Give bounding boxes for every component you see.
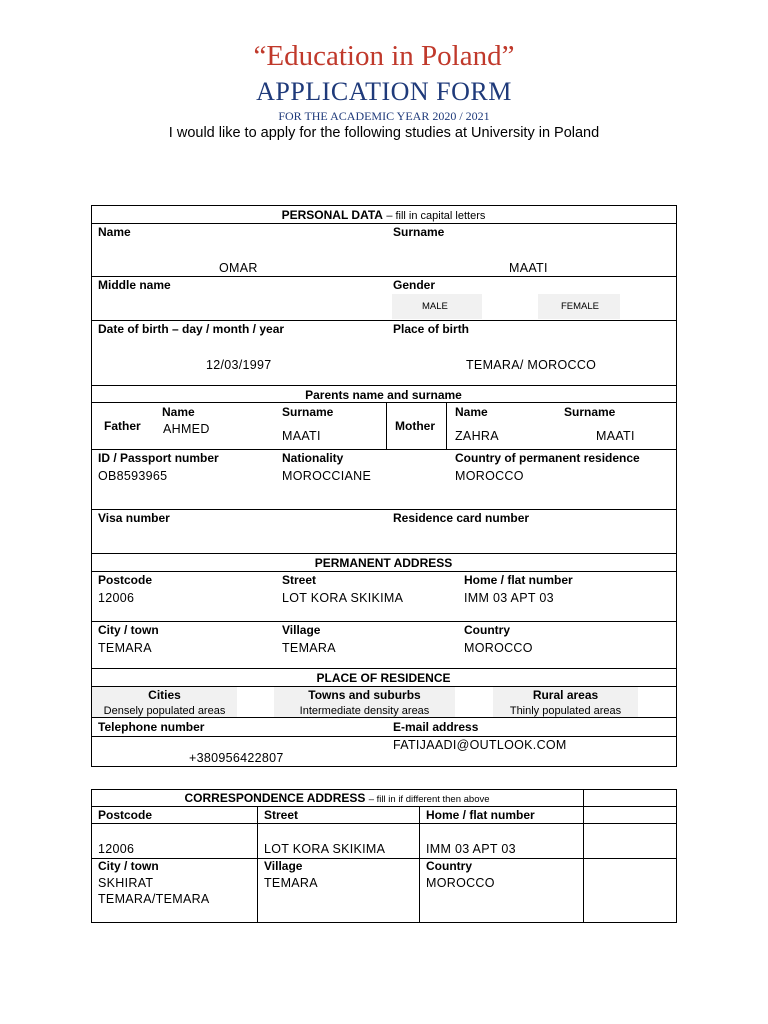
correspondence-title: CORRESPONDENCE ADDRESS – fill in if different then above <box>184 791 490 805</box>
perm-postcode-field[interactable]: 12006 <box>98 591 135 605</box>
corr-postcode-field[interactable]: 12006 <box>98 842 135 856</box>
nationality-label: Nationality <box>282 451 344 465</box>
name-label: Name <box>98 225 131 239</box>
gender-label: Gender <box>393 278 436 292</box>
corr-street-label: Street <box>264 808 299 822</box>
dob-field[interactable]: 12/03/1997 <box>206 358 272 372</box>
corr-postcode-label: Postcode <box>98 808 153 822</box>
email-label: E-mail address <box>393 720 479 734</box>
rural-option-note: Thinly populated areas <box>509 705 622 717</box>
personal-data-title: PERSONAL DATA – fill in capital letters <box>281 208 486 222</box>
perm-city-field[interactable]: TEMARA <box>98 641 152 655</box>
gender-female-option[interactable]: FEMALE <box>561 301 600 312</box>
name-field[interactable]: OMAR <box>219 261 258 275</box>
place-of-residence-title: PLACE OF RESIDENCE <box>316 671 451 685</box>
perm-village-field[interactable]: TEMARA <box>282 641 336 655</box>
mother-name-label: Name <box>455 405 488 419</box>
dob-label: Date of birth – day / month / year <box>98 322 285 336</box>
document-title: “Education in Poland” <box>253 40 515 72</box>
residence-country-field[interactable]: MOROCCO <box>455 469 524 483</box>
pob-label: Place of birth <box>393 322 470 336</box>
academic-year: FOR THE ACADEMIC YEAR 2020 / 2021 <box>278 109 490 123</box>
surname-field[interactable]: MAATI <box>509 261 548 275</box>
perm-country-field[interactable]: MOROCCO <box>464 641 533 655</box>
passport-label: ID / Passport number <box>98 451 219 465</box>
pob-field[interactable]: TEMARA/ MOROCCO <box>466 358 597 372</box>
residence-country-label: Country of permanent residence <box>455 451 640 465</box>
gender-male-option[interactable]: MALE <box>422 301 448 312</box>
mother-label: Mother <box>395 419 435 433</box>
perm-village-label: Village <box>282 623 321 637</box>
parents-title: Parents name and surname <box>305 388 462 402</box>
perm-home-label: Home / flat number <box>464 573 573 587</box>
father-surname-label: Surname <box>282 405 334 419</box>
corr-country-label: Country <box>426 859 472 873</box>
residence-card-label: Residence card number <box>393 511 530 525</box>
corr-city-field-line2[interactable]: TEMARA/TEMARA <box>98 892 210 906</box>
rural-option-label: Rural areas <box>532 688 599 702</box>
cities-option-note: Densely populated areas <box>103 705 226 717</box>
telephone-field[interactable]: +380956422807 <box>189 751 284 765</box>
middle-name-label: Middle name <box>98 278 171 292</box>
cities-option-label: Cities <box>148 688 181 702</box>
permanent-address-title: PERMANENT ADDRESS <box>314 556 453 570</box>
surname-label: Surname <box>393 225 445 239</box>
corr-street-field[interactable]: LOT KORA SKIKIMA <box>264 842 386 856</box>
corr-village-field[interactable]: TEMARA <box>264 876 318 890</box>
corr-home-label: Home / flat number <box>426 808 535 822</box>
corr-home-field[interactable]: IMM 03 APT 03 <box>426 842 516 856</box>
corr-country-field[interactable]: MOROCCO <box>426 876 495 890</box>
apply-statement: I would like to apply for the following studies at University in Poland <box>168 125 600 141</box>
father-name-field[interactable]: AHMED <box>163 422 210 436</box>
visa-label: Visa number <box>98 511 170 525</box>
perm-street-field[interactable]: LOT KORA SKIKIMA <box>282 591 404 605</box>
perm-postcode-label: Postcode <box>98 573 153 587</box>
passport-field[interactable]: OB8593965 <box>98 469 168 483</box>
perm-street-label: Street <box>282 573 317 587</box>
corr-village-label: Village <box>264 859 303 873</box>
email-field[interactable]: FATIJAADI@OUTLOOK.COM <box>393 738 567 752</box>
mother-surname-field[interactable]: MAATI <box>596 429 635 443</box>
form-title: APPLICATION FORM <box>256 77 512 106</box>
father-label: Father <box>104 419 141 433</box>
towns-option-note: Intermediate density areas <box>299 705 430 717</box>
corr-city-field-line1[interactable]: SKHIRAT <box>98 876 154 890</box>
father-name-label: Name <box>162 405 195 419</box>
perm-country-label: Country <box>464 623 510 637</box>
nationality-field[interactable]: MOROCCIANE <box>282 469 372 483</box>
perm-home-field[interactable]: IMM 03 APT 03 <box>464 591 554 605</box>
corr-city-label: City / town <box>98 859 159 873</box>
father-surname-field[interactable]: MAATI <box>282 429 321 443</box>
mother-name-field[interactable]: ZAHRA <box>455 429 499 443</box>
perm-city-label: City / town <box>98 623 159 637</box>
mother-surname-label: Surname <box>564 405 616 419</box>
telephone-label: Telephone number <box>98 720 205 734</box>
towns-option-label: Towns and suburbs <box>308 688 421 702</box>
